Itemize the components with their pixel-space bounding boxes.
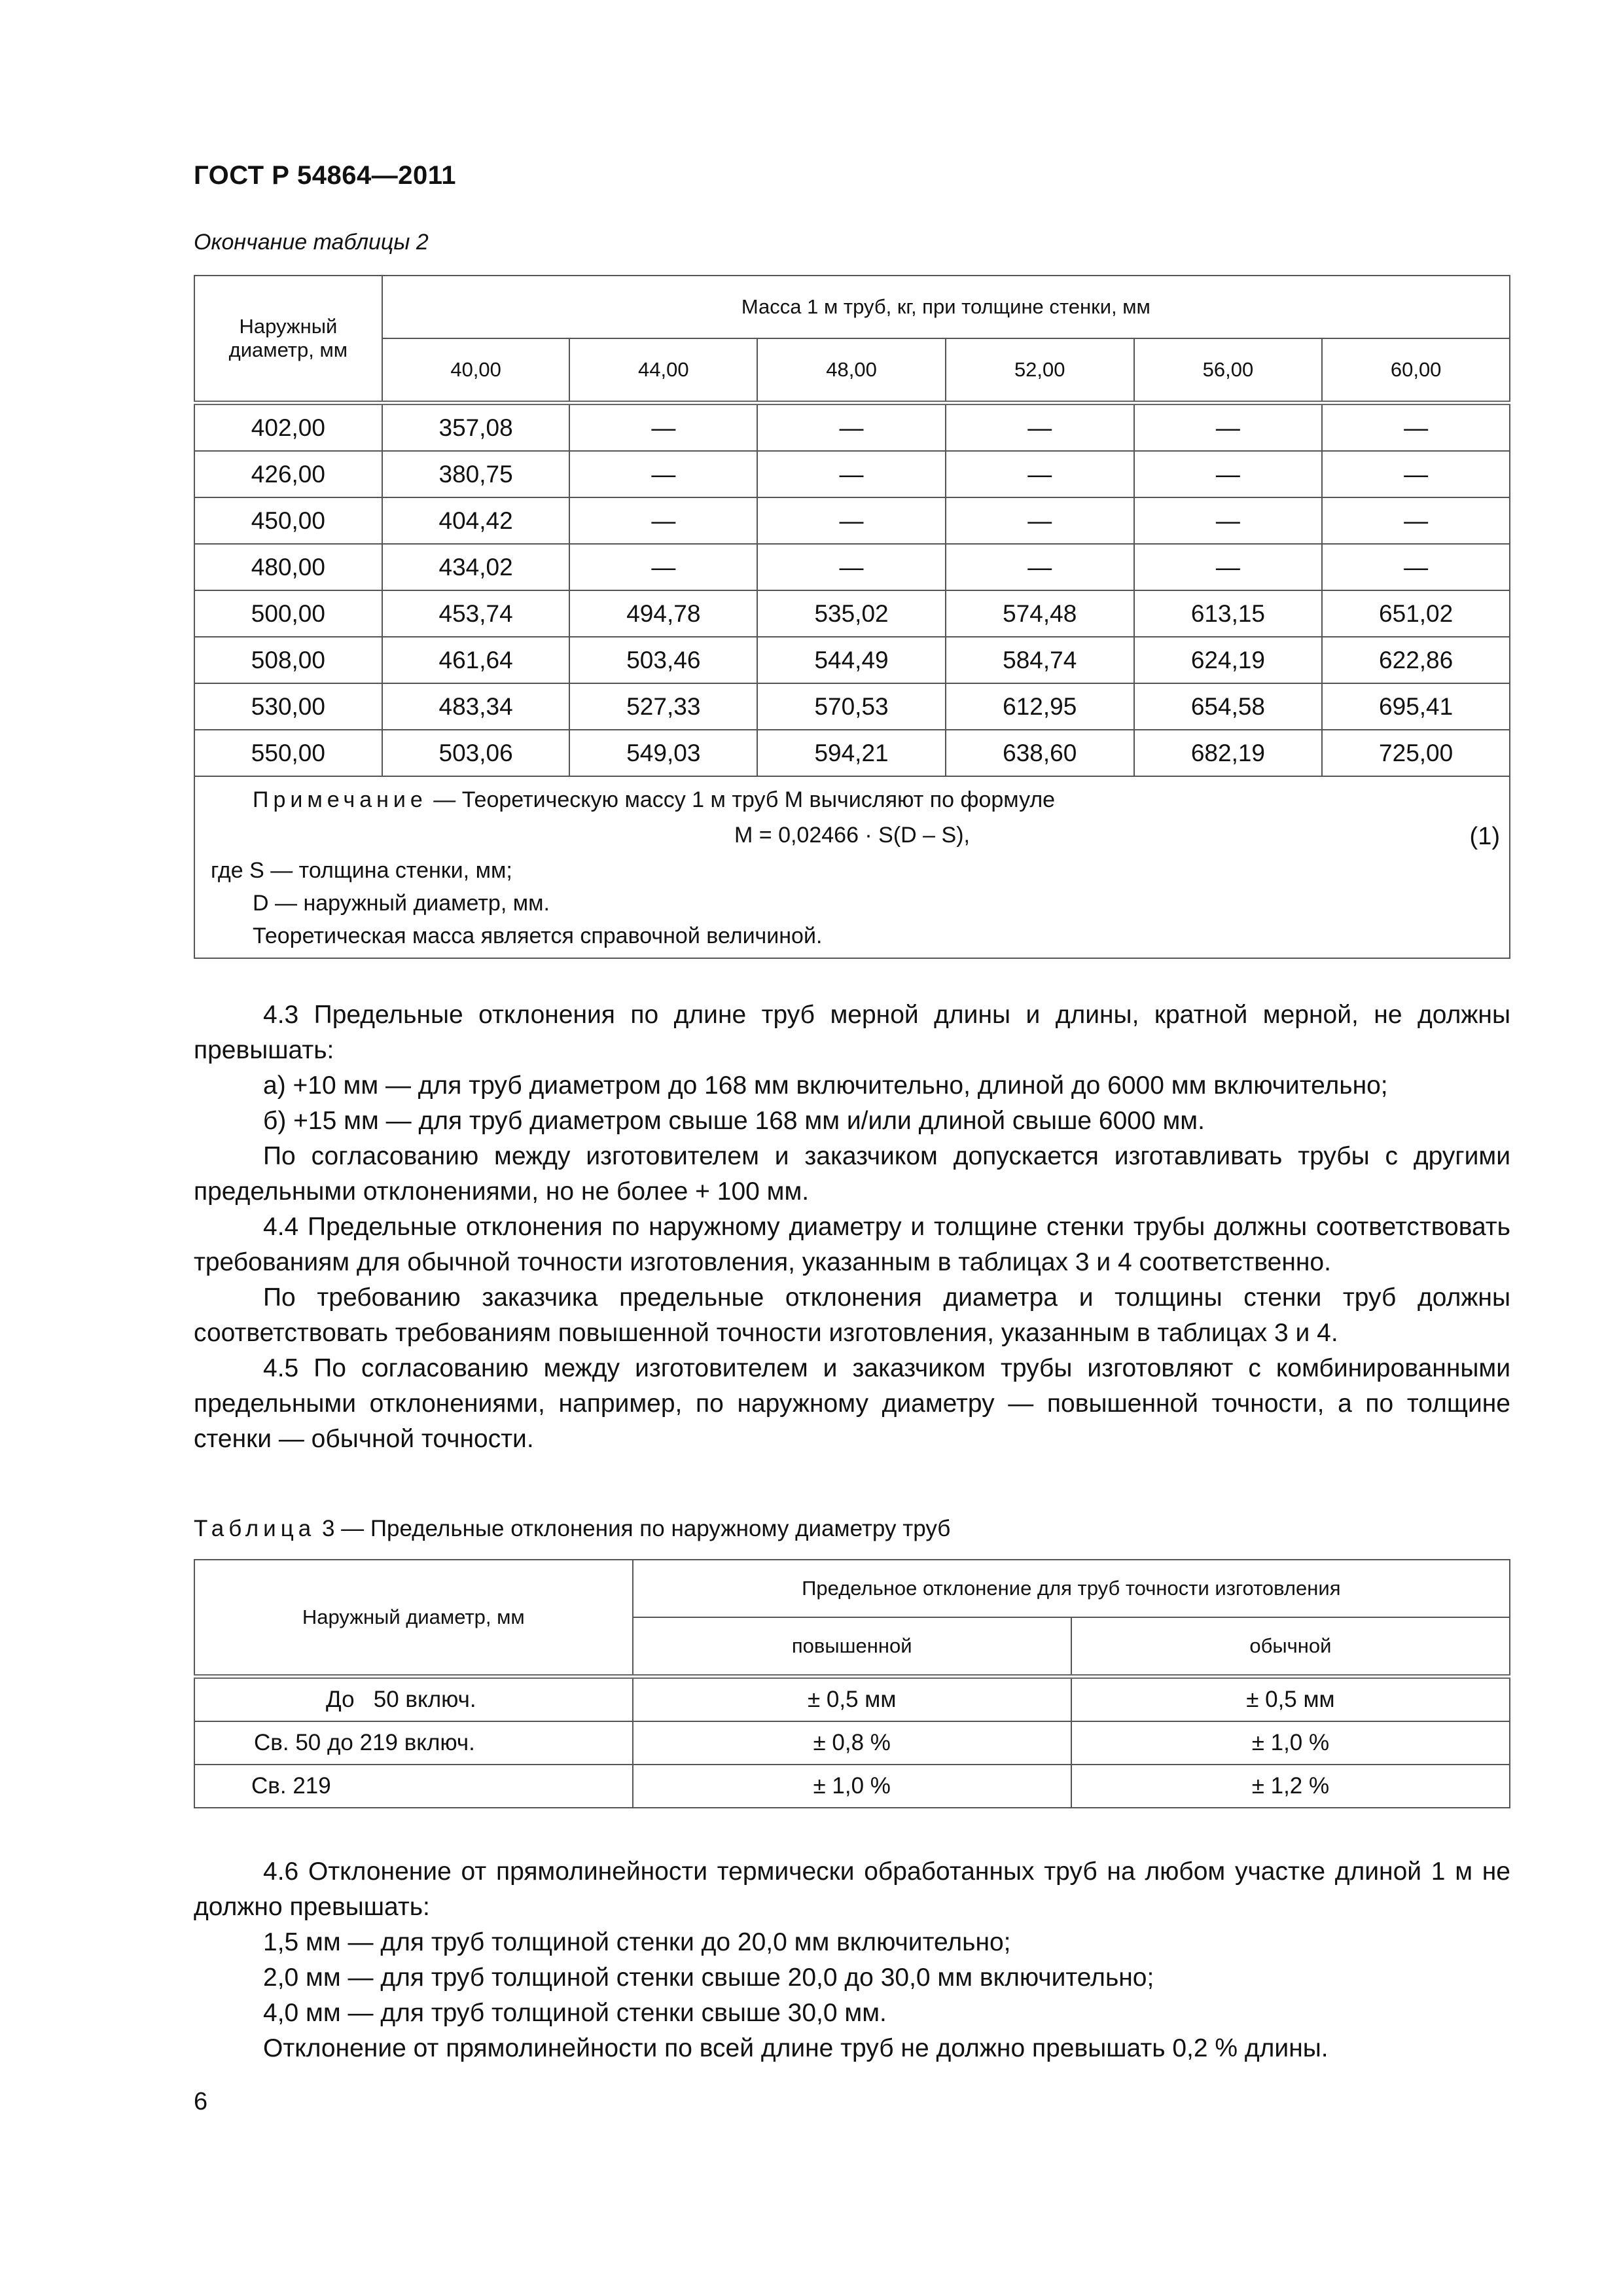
table-cell: 695,41 [1322, 683, 1510, 730]
table-cell: — [757, 544, 946, 590]
table3-title: 3 — Предельные отклонения по наружному диаметру труб [315, 1516, 951, 1541]
table-cell: 527,33 [569, 683, 757, 730]
table-cell: 535,02 [757, 590, 946, 637]
table-cell: — [569, 497, 757, 544]
note-intro [253, 787, 1055, 813]
table-cell: 624,19 [1134, 637, 1323, 683]
table-row [194, 451, 1510, 497]
table-cell: ± 1,0 % [633, 1765, 1071, 1808]
table-cell: 453,74 [382, 590, 570, 637]
note-text: — Теоретическую массу 1 м труб M вычисляют по формуле [427, 787, 1056, 812]
table2-header-thickness: 48,00 [757, 338, 946, 403]
table-cell: — [946, 451, 1134, 497]
table-cell: ± 1,2 % [1071, 1765, 1510, 1808]
table-row [194, 683, 1510, 730]
table-cell: 503,46 [569, 637, 757, 683]
table-cell: 404,42 [382, 497, 570, 544]
table-cell: — [946, 544, 1134, 590]
table-cell: Св. 219 [194, 1765, 633, 1808]
note-label: Примечание [253, 787, 427, 812]
table-cell: — [1322, 497, 1510, 544]
table-cell: До 50 включ. [194, 1677, 633, 1722]
paragraph: Отклонение от прямолинейности по всей длине труб не должно превышать 0,2 % длины. [263, 2034, 1329, 2062]
table-cell: 594,21 [757, 730, 946, 776]
page-number: 6 [194, 2088, 208, 2115]
note-where-s: где S — толщина стенки, мм; [211, 858, 512, 883]
table-row [194, 637, 1510, 683]
table-cell: 638,60 [946, 730, 1134, 776]
list-item: 4,0 мм — для труб толщиной стенки свыше 30,0 мм. [263, 1999, 887, 2027]
table-cell: — [1134, 497, 1323, 544]
list-item: а) +10 мм — для труб диаметром до 168 мм включительно, длиной до 6000 мм включительно; [263, 1071, 1388, 1100]
table3-header-outer-diameter: Наружный диаметр, мм [194, 1560, 633, 1677]
table-cell: 434,02 [382, 544, 570, 590]
table-cell: 494,78 [569, 590, 757, 637]
paragraph: 4.4 Предельные отклонения по наружному диаметру и толщине стенки трубы должны соответствовать требованиям для обычной точности изготовления, указанным в таблицах 3 и 4 соответственно. [194, 1213, 1510, 1276]
table-cell: — [1322, 403, 1510, 452]
list-item: б) +15 мм — для труб диаметром свыше 168 мм и/или длиной свыше 6000 мм. [263, 1107, 1205, 1135]
table2-header-thickness: 60,00 [1322, 338, 1510, 403]
table-cell: 725,00 [1322, 730, 1510, 776]
table3-header-normal-precision: обычной [1071, 1617, 1510, 1677]
table-row [194, 730, 1510, 776]
table3-label: Таблица [194, 1516, 316, 1541]
list-item: 2,0 мм — для труб толщиной стенки свыше 20,0 до 30,0 мм включительно; [263, 1964, 1154, 1992]
table-cell: 574,48 [946, 590, 1134, 637]
paragraph: 4.5 По согласованию между изготовителем и заказчиком трубы изготовляют с комбинированными предельными отклонениями, например, по наружному диаметру — повышенной точности, а по толщине стенки — обычной точности. [194, 1354, 1510, 1453]
table-row [194, 497, 1510, 544]
table-row [194, 1677, 1510, 1722]
table-cell: — [757, 403, 946, 452]
table2-header-thickness: 52,00 [946, 338, 1134, 403]
table-cell: 544,49 [757, 637, 946, 683]
table-cell: ± 1,0 % [1071, 1721, 1510, 1765]
table-cell: — [946, 497, 1134, 544]
table2-header-outer-diameter: Наружный диаметр, мм [194, 276, 382, 403]
table-cell: 426,00 [194, 451, 382, 497]
table-row [194, 403, 1510, 452]
section-4-6 [194, 1854, 1510, 2066]
table-cell: — [1134, 451, 1323, 497]
table-cell: — [757, 451, 946, 497]
table-cell: — [946, 403, 1134, 452]
table-cell: — [569, 403, 757, 452]
table-cell: 402,00 [194, 403, 382, 452]
table-row [194, 590, 1510, 637]
table-cell: 682,19 [1134, 730, 1323, 776]
table2-continuation-caption: Окончание таблицы 2 [194, 230, 429, 255]
list-item: 1,5 мм — для труб толщиной стенки до 20,0 мм включительно; [263, 1928, 1011, 1956]
table3-header-high-precision: повышенной [633, 1617, 1071, 1677]
table-cell: 570,53 [757, 683, 946, 730]
table-cell: Св. 50 до 219 включ. [194, 1721, 633, 1765]
table-cell: 503,06 [382, 730, 570, 776]
table-cell: — [1134, 403, 1323, 452]
table-cell: 612,95 [946, 683, 1134, 730]
table2-header-thickness: 56,00 [1134, 338, 1323, 403]
paragraph: 4.3 Предельные отклонения по длине труб мерной длины и длины, кратной мерной, не должны превышать: [194, 1001, 1510, 1064]
table-cell: ± 0,5 мм [633, 1677, 1071, 1722]
table3-diameter-deviation [194, 1559, 1510, 1808]
table-row [194, 1721, 1510, 1765]
table-cell: 550,00 [194, 730, 382, 776]
table2-header-mass-group: Масса 1 м труб, кг, при толщине стенки, мм [382, 276, 1510, 338]
table-cell: ± 0,8 % [633, 1721, 1071, 1765]
table-row [194, 544, 1510, 590]
table-cell: 651,02 [1322, 590, 1510, 637]
table2-note-row [194, 776, 1510, 958]
table-cell: 500,00 [194, 590, 382, 637]
paragraph: По согласованию между изготовителем и заказчиком допускается изготавливать трубы с другими предельными отклонениями, но не более + 100 мм. [194, 1142, 1510, 1206]
table-cell: 508,00 [194, 637, 382, 683]
table-cell: 480,00 [194, 544, 382, 590]
table3-header-deviation-group: Предельное отклонение для труб точности изготовления [633, 1560, 1510, 1617]
table-cell: — [569, 451, 757, 497]
table-cell: — [757, 497, 946, 544]
note-where-d: D — наружный диаметр, мм. [253, 891, 550, 916]
table-cell: — [1322, 544, 1510, 590]
table-cell: 584,74 [946, 637, 1134, 683]
formula-number: (1) [1469, 823, 1500, 850]
table-cell: ± 0,5 мм [1071, 1677, 1510, 1722]
table-cell: 654,58 [1134, 683, 1323, 730]
table-cell: 549,03 [569, 730, 757, 776]
paragraph: По требованию заказчика предельные отклонения диаметра и толщины стенки труб должны соответствовать требованиям повышенной точности изготовления, указанным в таблицах 3 и 4. [194, 1283, 1510, 1347]
table3-caption [194, 1516, 950, 1542]
mass-formula: M = 0,02466 · S(D – S), [734, 823, 970, 848]
table-cell: — [1134, 544, 1323, 590]
document-id: ГОСТ Р 54864—2011 [194, 161, 456, 190]
table-cell: 530,00 [194, 683, 382, 730]
table-cell: 357,08 [382, 403, 570, 452]
table2-header-thickness: 40,00 [382, 338, 570, 403]
table-cell: 450,00 [194, 497, 382, 544]
paragraph: 4.6 Отклонение от прямолинейности термически обработанных труб на любом участке длиной 1 м не должно превышать: [194, 1857, 1510, 1921]
table-cell: — [569, 544, 757, 590]
table2-pipe-mass [194, 275, 1510, 959]
table-cell: 613,15 [1134, 590, 1323, 637]
table2-note [194, 776, 1510, 958]
section-4-3-to-4-5 [194, 997, 1510, 1457]
table2-header-thickness: 44,00 [569, 338, 757, 403]
table-cell: 380,75 [382, 451, 570, 497]
table-cell: 622,86 [1322, 637, 1510, 683]
table-cell: 483,34 [382, 683, 570, 730]
table-row [194, 1765, 1510, 1808]
note-reference: Теоретическая масса является справочной величиной. [253, 924, 823, 948]
table-cell: — [1322, 451, 1510, 497]
table-cell: 461,64 [382, 637, 570, 683]
